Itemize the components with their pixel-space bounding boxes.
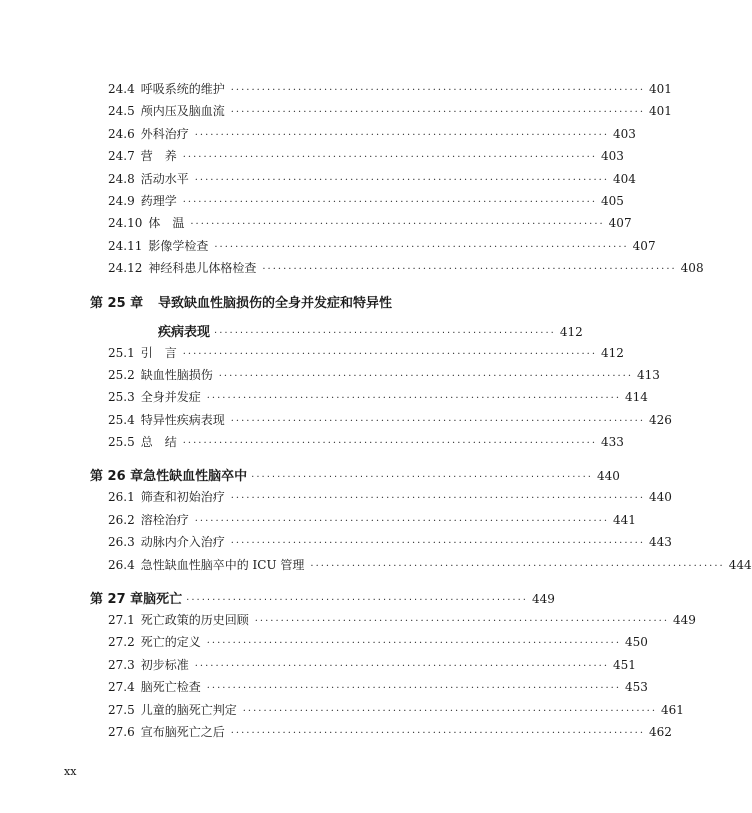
dot-leader: ················································································ bbox=[182, 438, 598, 450]
section-title: 呼吸系统的维护 bbox=[140, 82, 225, 96]
dot-leader: ················································································ bbox=[182, 348, 598, 360]
toc-entry bbox=[108, 411, 672, 433]
page-number: 441 bbox=[613, 512, 636, 527]
section-title: 溶栓治疗 bbox=[140, 512, 189, 527]
toc-entry bbox=[108, 656, 636, 678]
page-number: 453 bbox=[625, 680, 648, 695]
section-number: 25.4 bbox=[108, 412, 135, 427]
page-number: 403 bbox=[601, 149, 624, 164]
dot-leader: ·································································· bbox=[186, 595, 528, 607]
section-title: 儿童的脑死亡判定 bbox=[140, 702, 237, 717]
toc-entry bbox=[108, 611, 696, 633]
ch24-entry-list bbox=[0, 80, 704, 282]
dot-leader: ················································································ bbox=[206, 683, 622, 695]
ch27-entry-list bbox=[0, 611, 696, 745]
chapter-number: 第 27 章 bbox=[90, 592, 144, 608]
dot-leader: ················································································ bbox=[230, 538, 646, 550]
toc-entry bbox=[108, 556, 752, 578]
section-number: 27.4 bbox=[108, 680, 135, 695]
section-number: 26.1 bbox=[108, 490, 135, 505]
chapter-27-heading bbox=[90, 588, 555, 608]
chapter-25-heading bbox=[90, 292, 468, 311]
page-number: 433 bbox=[601, 435, 624, 450]
dot-leader: ················································································ bbox=[194, 129, 610, 141]
dot-leader: ················································································ bbox=[310, 560, 725, 572]
toc-entry bbox=[108, 125, 636, 147]
toc-entry bbox=[108, 344, 624, 366]
toc-entry bbox=[108, 511, 636, 533]
dot-leader: ················································································ bbox=[182, 196, 598, 208]
section-title: 药理学 bbox=[140, 193, 177, 208]
section-number: 24.5 bbox=[108, 104, 135, 119]
section-title: 颅内压及脑血流 bbox=[140, 104, 225, 119]
page-number: 451 bbox=[613, 657, 636, 672]
section-number: 26.3 bbox=[108, 535, 135, 550]
page-number: 412 bbox=[601, 345, 624, 360]
page-number: 414 bbox=[625, 390, 648, 405]
page-number: 401 bbox=[649, 104, 672, 119]
page-number: 461 bbox=[661, 702, 684, 717]
toc-entry bbox=[108, 433, 624, 455]
dot-leader: ················································································ bbox=[230, 493, 646, 505]
page-number-footer: xx bbox=[64, 765, 77, 778]
dot-leader: ················································································ bbox=[194, 515, 610, 527]
section-number: 27.2 bbox=[108, 635, 135, 650]
section-title: 引 言 bbox=[140, 345, 177, 360]
page-number: 413 bbox=[637, 367, 660, 382]
toc-entry bbox=[108, 214, 632, 236]
dot-leader: ················································································ bbox=[206, 638, 622, 650]
dot-leader: ·································································· bbox=[214, 327, 556, 339]
page-number: 450 bbox=[625, 635, 648, 650]
section-number: 26.4 bbox=[108, 557, 135, 572]
page-number: 444 bbox=[728, 557, 752, 572]
chapter-title-line1: 导致缺血性脑损伤的全身并发症和特异性 bbox=[158, 295, 393, 311]
section-number: 24.6 bbox=[108, 126, 135, 141]
page-number: 401 bbox=[649, 82, 672, 96]
page-number: 449 bbox=[673, 613, 696, 628]
page-number: 405 bbox=[601, 193, 624, 208]
dot-leader: ················································································ bbox=[254, 616, 670, 628]
page-number: 403 bbox=[613, 126, 636, 141]
chapter-page-number: 440 bbox=[596, 469, 620, 484]
dot-leader: ················································································ bbox=[194, 174, 610, 186]
section-number: 25.3 bbox=[108, 390, 135, 405]
toc-entry bbox=[108, 170, 636, 192]
section-number: 24.7 bbox=[108, 149, 135, 164]
toc-entry bbox=[108, 488, 672, 510]
section-title: 死亡政策的历史回顾 bbox=[140, 613, 249, 628]
chapter-number: 第 25 章 bbox=[90, 295, 144, 311]
section-title: 动脉内介入治疗 bbox=[140, 535, 225, 550]
dot-leader: ················································································ bbox=[230, 85, 646, 96]
chapter-25-heading-cont bbox=[158, 321, 583, 340]
section-number: 24.9 bbox=[108, 193, 135, 208]
section-number: 26.2 bbox=[108, 512, 135, 527]
dot-leader: ················································································ bbox=[218, 370, 634, 382]
section-number: 24.12 bbox=[108, 261, 143, 276]
ch25-entry-list bbox=[0, 344, 672, 456]
toc-entry bbox=[108, 259, 704, 281]
section-title: 急性缺血性脑卒中的 ICU 管理 bbox=[140, 557, 305, 572]
toc-entry bbox=[108, 102, 672, 124]
dot-leader: ················································································ bbox=[242, 705, 658, 717]
dot-leader: ················································································ bbox=[214, 241, 629, 253]
page-number: 408 bbox=[680, 261, 704, 276]
section-title: 影像学检查 bbox=[148, 238, 209, 253]
section-number: 24.8 bbox=[108, 171, 135, 186]
dot-leader: ················································································ bbox=[230, 727, 646, 739]
toc-entry bbox=[108, 147, 624, 169]
page-number: 426 bbox=[649, 412, 672, 427]
toc-entry bbox=[108, 80, 672, 102]
section-title: 死亡的定义 bbox=[140, 635, 201, 650]
section-title: 缺血性脑损伤 bbox=[140, 367, 213, 382]
section-number: 27.6 bbox=[108, 724, 135, 739]
dot-leader: ················································································ bbox=[206, 393, 622, 405]
section-number: 24.11 bbox=[108, 238, 143, 253]
section-title: 体 温 bbox=[148, 216, 185, 231]
section-number: 27.5 bbox=[108, 702, 135, 717]
section-title: 初步标准 bbox=[140, 657, 189, 672]
section-title: 外科治疗 bbox=[140, 126, 189, 141]
section-title: 脑死亡检查 bbox=[140, 680, 201, 695]
chapter-number: 第 26 章 bbox=[90, 469, 144, 485]
toc-entry bbox=[108, 388, 648, 410]
toc-entry bbox=[108, 701, 684, 723]
toc-entry bbox=[108, 237, 656, 259]
table-of-contents bbox=[0, 80, 752, 745]
page-number: 440 bbox=[649, 490, 672, 505]
section-title: 全身并发症 bbox=[140, 390, 201, 405]
toc-entry bbox=[108, 633, 648, 655]
section-title: 特异性疾病表现 bbox=[140, 412, 225, 427]
dot-leader: ·································································· bbox=[251, 472, 593, 484]
section-title: 营 养 bbox=[140, 149, 177, 164]
dot-leader: ················································································ bbox=[230, 107, 646, 119]
page-number: 462 bbox=[649, 724, 672, 739]
section-number: 25.1 bbox=[108, 345, 135, 360]
section-title: 筛查和初始治疗 bbox=[140, 490, 225, 505]
section-number: 27.1 bbox=[108, 613, 135, 628]
toc-entry bbox=[108, 723, 672, 745]
dot-leader: ················································································ bbox=[262, 264, 677, 276]
chapter-26-heading bbox=[90, 465, 620, 485]
section-title: 活动水平 bbox=[140, 171, 189, 186]
ch26-entry-list bbox=[0, 488, 752, 578]
section-title: 宣布脑死亡之后 bbox=[140, 724, 225, 739]
section-title: 总 结 bbox=[140, 435, 177, 450]
section-title: 神经科患儿体格检查 bbox=[148, 261, 257, 276]
chapter-page-number: 412 bbox=[559, 324, 583, 339]
chapter-title: 脑死亡 bbox=[143, 592, 183, 608]
toc-entry bbox=[108, 678, 648, 700]
toc-entry bbox=[108, 366, 660, 388]
dot-leader: ················································································ bbox=[190, 219, 605, 231]
page-number: 443 bbox=[649, 535, 672, 550]
section-number: 24.10 bbox=[108, 216, 143, 231]
dot-leader: ················································································ bbox=[230, 415, 646, 427]
page-number: 407 bbox=[632, 238, 656, 253]
dot-leader: ················································································ bbox=[194, 660, 610, 672]
section-number: 25.2 bbox=[108, 367, 135, 382]
chapter-title-line2: 疾病表现 bbox=[158, 324, 211, 340]
dot-leader: ················································································ bbox=[182, 152, 598, 164]
section-number: 24.4 bbox=[108, 82, 135, 96]
chapter-page-number: 449 bbox=[531, 592, 555, 607]
toc-entry bbox=[108, 192, 624, 214]
page-number: 407 bbox=[608, 216, 632, 231]
chapter-title: 急性缺血性脑卒中 bbox=[143, 469, 248, 485]
section-number: 25.5 bbox=[108, 435, 135, 450]
toc-entry bbox=[108, 533, 672, 555]
section-number: 27.3 bbox=[108, 657, 135, 672]
page-number: 404 bbox=[613, 171, 636, 186]
